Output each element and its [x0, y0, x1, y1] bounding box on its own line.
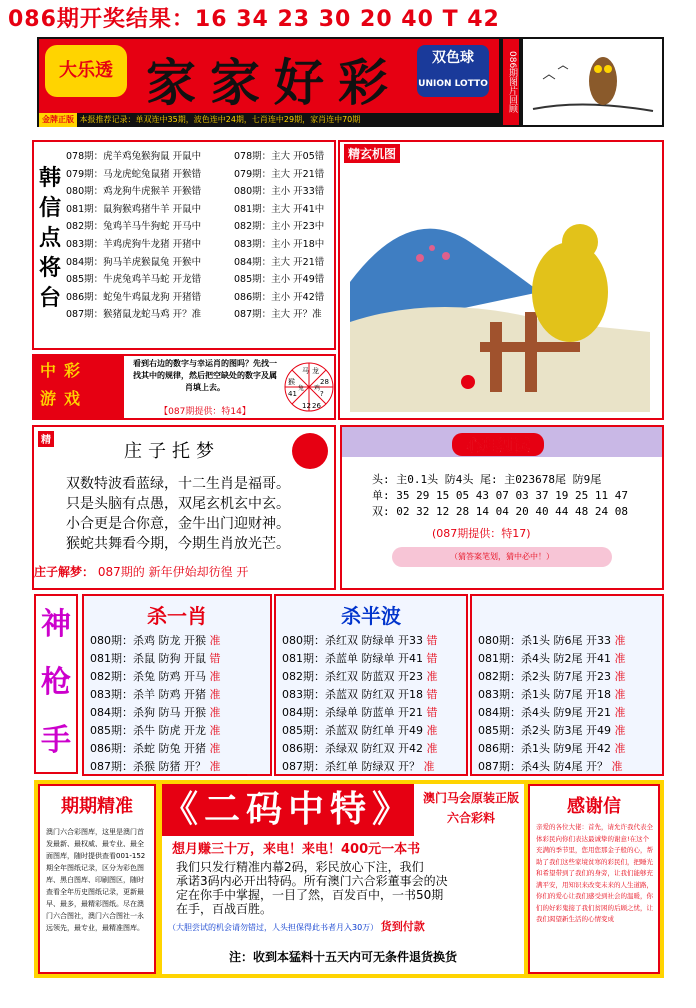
table-row: 080期：杀红双 防绿单 开33 错	[282, 634, 438, 647]
table-row: 087期：杀4头 防4尾 开？ 准	[478, 760, 623, 773]
two-code-foot: （大胆尝试的机会请勿错过，人头担保得此书者月入30万） 货到付款	[168, 920, 425, 933]
psych-test-title: 心理测试	[452, 433, 544, 456]
list-item: 086期：主小 开42错	[234, 291, 325, 303]
bottom-section	[34, 780, 664, 978]
accurate-title: 期期精准	[61, 796, 133, 817]
list-item: 082期：主小 开23中	[234, 221, 325, 233]
puzzle-panel	[32, 354, 336, 420]
poem-line: 双数特波看蓝绿，十二生肖是福哥。	[66, 476, 290, 492]
union-lotto-en: UNION LOTTO	[418, 79, 488, 89]
svg-text:龙: 龙	[312, 367, 319, 375]
zhuangzi-panel	[32, 425, 336, 590]
list-item: 083期：主小 开18中	[234, 238, 325, 250]
result-line: 086期开奖结果：16 34 23 30 20 40 T 42	[8, 7, 500, 32]
list-item: 078期：虎羊鸡兔猴狗鼠 开鼠中	[66, 151, 202, 162]
table-row: 082期：杀2头 防7尾 开23 准	[478, 670, 626, 683]
banner	[37, 37, 501, 127]
table-row: 081期：杀4头 防2尾 开41 准	[478, 652, 626, 665]
mystery-picture-panel	[338, 140, 664, 420]
list-item: 087期：猴猪鼠龙蛇马鸡 开？准	[66, 309, 202, 321]
table-row: 085期：杀2头 防3尾 开49 准	[478, 724, 626, 737]
daletou-logo-text: 大乐透	[59, 60, 113, 81]
two-code-side: 澳门马会原装正版六合彩料	[422, 791, 519, 825]
psych-test-panel	[340, 425, 664, 590]
shenqiangshou-label: 神 枪 手	[34, 594, 78, 774]
zhuangzi-foot-label: 庄子解梦：	[34, 565, 95, 579]
zodiac-wheel-icon	[284, 358, 334, 416]
cash-on-delivery: 货到付款	[380, 920, 425, 933]
table-row: 085期：杀蓝双 防红单 开49 准	[282, 724, 438, 737]
svg-text:猴: 猴	[288, 378, 295, 386]
kill-head-panel	[470, 594, 664, 776]
svg-text:12: 12	[302, 402, 311, 410]
svg-text:?: ?	[320, 390, 324, 398]
list-item: 084期：主大 开21错	[234, 256, 325, 268]
table-row: 086期：杀绿双 防红双 开42 准	[282, 742, 438, 755]
list-item: 079期：马龙虎蛇兔鼠猪 开猴错	[66, 168, 202, 180]
table-row: 082期：杀兔 防鸡 开马 准	[90, 670, 221, 683]
puzzle-text: 看到右边的数字与幸运肖的图吗？先找一找其中的规律，然后把空缺处的数字及属肖填上去。	[133, 359, 277, 392]
list-item: 080期：主小 开33错	[234, 186, 325, 198]
table-row: 084期：杀4头 防9尾 开21 准	[478, 706, 626, 719]
list-item: 085期：主小 开49错	[234, 274, 325, 286]
two-code-line: 定在你手中掌握，一目了然，百发百中，一书50期	[176, 888, 444, 902]
table-row: 081期：杀鼠 防狗 开鼠 错	[90, 652, 221, 665]
table-row: 087期：杀红单 防绿双 开？ 准	[282, 760, 435, 773]
table-row: 080期：杀1头 防6尾 开33 准	[478, 634, 626, 647]
psych-test-hint: (087期提供：特17)	[432, 527, 531, 540]
banner-strip	[39, 113, 499, 127]
thank-letter-title: 感谢信	[567, 796, 621, 817]
list-item: 079期：主大 开21错	[234, 168, 325, 180]
table-row: 085期：杀牛 防虎 开龙 准	[90, 724, 221, 737]
psych-test-foot: （猜答案笔划，猜中必中！）	[392, 547, 612, 567]
hanxin-col2	[234, 148, 324, 324]
table-row: 086期：杀1头 防9尾 开42 准	[478, 742, 626, 755]
two-code-line: 我们只发行精准内幕2码，彩民放心下注，我们	[176, 860, 424, 874]
hanxin-col1	[66, 148, 201, 324]
mystery-picture-tag: 精玄机图	[344, 144, 400, 163]
poem-line: 猴蛇共舞看今期，今期生肖放光芒。	[66, 536, 290, 552]
list-item: 082期：兔鸡羊马牛狗蛇 开马中	[66, 221, 202, 233]
zhuangzi-title: 庄子托梦	[124, 441, 220, 462]
table-row: 084期：杀狗 防马 开猴 准	[90, 706, 221, 719]
table-row: 081期：杀蓝单 防绿单 开41 错	[282, 652, 438, 665]
list-item: 084期：狗马羊虎猴鼠兔 开猴中	[66, 256, 202, 268]
result-line-bar	[0, 0, 696, 34]
table-row: 083期：杀羊 防鸡 开猪 准	[90, 688, 221, 701]
svg-text:兔: 兔	[298, 385, 305, 392]
psych-test-line: 双: 02 32 12 28 14 04 20 40 44 48 24 08	[372, 505, 629, 518]
psych-test-header	[342, 427, 662, 457]
kill-half-wave-title: 杀半波	[341, 604, 401, 628]
page-title: 家家好彩	[146, 53, 402, 112]
owl-icon	[523, 39, 662, 125]
table-row: 082期：杀红双 防蓝双 开23 准	[282, 670, 438, 683]
two-code-subtitle: 想月赚三十万，来电！来电！400元一本书	[172, 842, 421, 857]
list-item: 085期：牛虎兔鸡羊马蛇 开龙错	[66, 274, 202, 286]
hanxin-panel	[32, 140, 336, 350]
svg-text:26: 26	[312, 402, 321, 410]
two-code-panel	[162, 784, 524, 974]
zhuangzi-foot	[34, 563, 334, 587]
daletou-logo	[45, 45, 127, 97]
list-item: 078期：主大 开05错	[234, 151, 325, 162]
list-item: 080期：鸡龙狗牛虎猴羊 开猴错	[66, 186, 202, 198]
list-item: 086期：蛇兔牛鸡鼠龙狗 开猪错	[66, 291, 202, 303]
puzzle-tag: 中 彩 游 戏	[34, 356, 124, 418]
union-lotto-logo	[417, 45, 489, 97]
svg-text:马: 马	[302, 367, 309, 375]
owl-illustration	[521, 37, 664, 127]
monkey-illustration-icon	[350, 172, 650, 412]
sun-icon	[292, 433, 328, 469]
list-item: 081期：鼠狗猴鸡猪牛羊 开鼠中	[66, 203, 202, 215]
table-row: 080期：杀鸡 防龙 开猴 准	[90, 634, 221, 647]
two-code-note: 注：收到本猛料十五天内可无条件退货换货	[228, 950, 457, 964]
thank-letter-panel	[528, 784, 660, 974]
list-item: 083期：羊鸡虎狗牛龙猪 开猪中	[66, 238, 202, 250]
poem-line: 只是头脑有点愚，双尾玄机玄中玄。	[66, 496, 290, 512]
kill-half-wave-panel	[274, 594, 468, 776]
gold-badge: 金牌正版	[39, 113, 77, 127]
zhuangzi-foot-text: 087期的 新年伊始却彷徨 开	[97, 565, 249, 579]
two-code-title: 《二码中特》	[162, 784, 414, 836]
psych-test-line: 头: 主0.1头 防4头 尾: 主023678尾 防9尾	[372, 473, 602, 486]
two-code-line: 承诺3码内必开出特码。所有澳门六合彩董事会的决	[176, 874, 448, 888]
union-lotto-cn: 双色球	[432, 50, 474, 66]
zhuangzi-tag: 精	[38, 431, 54, 447]
psych-test-line: 单: 35 29 15 05 43 07 03 37 19 25 11 47	[372, 489, 629, 502]
svg-text:28: 28	[320, 378, 329, 386]
table-row: 087期：杀猴 防猪 开？ 准	[90, 760, 221, 773]
poem-line: 小合更是合你意，金牛出门迎财神。	[66, 516, 290, 532]
svg-text:鸡: 鸡	[314, 385, 321, 392]
puzzle-hint: 【087期提供：特14】	[159, 407, 251, 417]
hanxin-label: 韩 信 点 将 台	[38, 166, 61, 311]
table-row: 084期：杀绿单 防蓝单 开21 错	[282, 706, 438, 719]
accurate-text: 澳门六合彩图库，这里是澳门首发最新、最权威、最专业、最全面图库，随时提供查看001-152期全年图纸记录，区分为彩色图库、黑白图库、印刷图区，随时查看全年历史图纸记录，更新最早、最多，最精彩图纸。尽在澳门六合图社，澳门六合图社一永远领先，最专业，最精准图库。	[46, 828, 146, 932]
table-row: 086期：杀蛇 防兔 开猪 准	[90, 742, 221, 755]
table-row: 083期：杀蓝双 防红双 开18 错	[282, 688, 438, 701]
accurate-panel	[38, 784, 156, 974]
kill-one-zodiac-panel	[82, 594, 272, 776]
table-row: 083期：杀1头 防7尾 开18 准	[478, 688, 626, 701]
list-item: 081期：主大 开41中	[234, 203, 325, 215]
kill-one-zodiac-title: 杀一肖	[147, 604, 207, 628]
thank-letter-text: 亲爱的各位大佬：首先，请允许我代表全体彩民向你们表达最诚挚的谢意!在这个充满的季节里，您用您那金子般的心，帮助了我们这些家境贫寒的彩民们，把睡光和希望带到了我们的身旁，让我们能够充满平安，用知识来改变未来的人生道路，你们的爱心让我们感受到社会的温暖，你们的好彩鬼接了我们贫困的后顾之忧，让我们渴望新生活的心情变成	[536, 823, 653, 923]
two-code-line: 在手，百战百胜。	[176, 902, 273, 916]
list-item: 087期：主大 开？准	[234, 309, 322, 321]
side-vertical-label: 086期图片回顾	[501, 37, 521, 127]
strip-text: 本报推荐记录：单双连中35期，波色连中24期，七肖连中29期，家肖连中70期	[79, 115, 361, 124]
svg-text:41: 41	[288, 390, 297, 398]
